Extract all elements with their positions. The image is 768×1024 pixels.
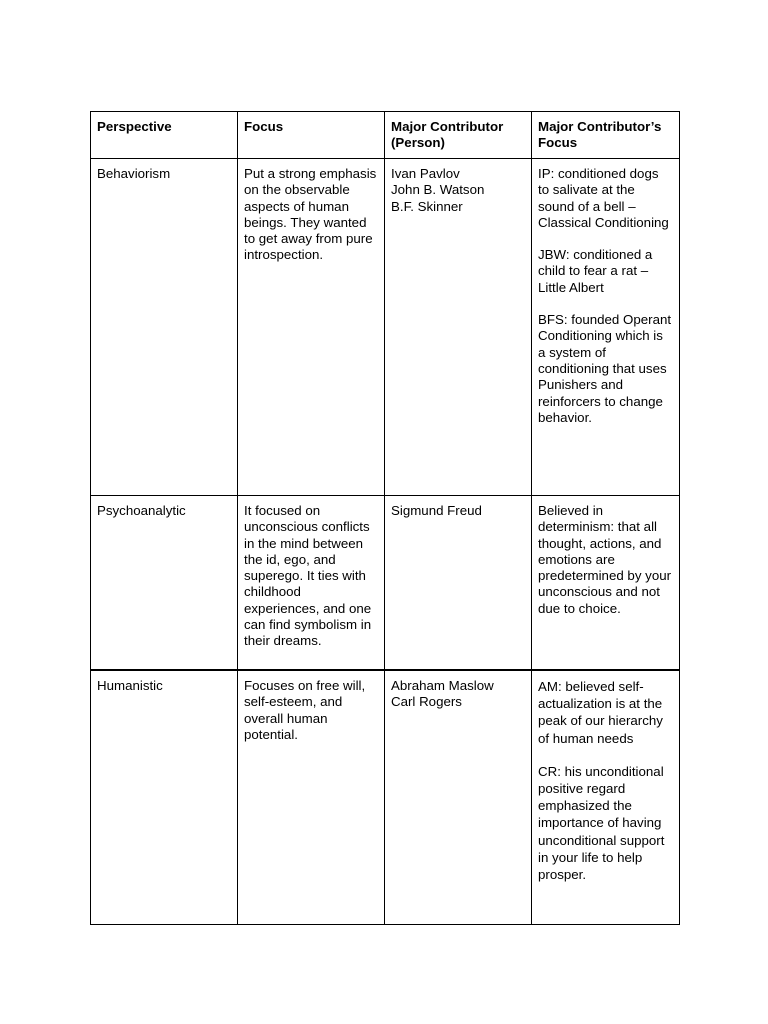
contributor-name: B.F. Skinner <box>391 198 463 214</box>
contributor-focus-cell <box>532 496 680 671</box>
header-row <box>91 112 680 159</box>
contributor-name: Ivan Pavlov <box>391 166 460 181</box>
contributor-focus-paragraph: CR: his unconditional positive regard emphasized the importance of having unconditional support in your life to help prosper. <box>538 763 665 883</box>
header-major-contributor: Major Contributor (Person) <box>385 112 532 159</box>
perspectives-table <box>90 111 680 925</box>
table-row <box>91 496 680 671</box>
contributor-focus-paragraph: Believed in determinism: that all thought, actions, and emotions are predetermined by your unconscious and not due to choice. <box>538 503 672 616</box>
contributor-name: Sigmund Freud <box>391 503 482 518</box>
focus-cell: Put a strong emphasis on the observable aspects of human beings. They wanted to get away from pure introspection. <box>238 159 385 496</box>
contributor-focus-cell <box>532 159 680 496</box>
contributor-name: John B. Watson <box>391 182 485 198</box>
contributor-name: Carl Rogers <box>391 694 462 710</box>
focus-cell: Focuses on free will, self-esteem, and overall human potential. <box>238 670 385 925</box>
focus-cell: It focused on unconscious conflicts in the mind between the id, ego, and superego. It ties with childhood experiences, and one can find symbolism in their dreams. <box>238 496 385 671</box>
header-contributor-focus: Major Contributor’s Focus <box>532 112 680 159</box>
contributors-cell <box>385 670 532 925</box>
contributors-cell <box>385 496 532 671</box>
contributors-cell <box>385 159 532 496</box>
perspective-cell: Humanistic <box>91 670 238 925</box>
table-row <box>91 159 680 496</box>
contributor-name: Abraham Maslow <box>391 678 494 693</box>
header-perspective: Perspective <box>91 112 238 159</box>
table-row <box>91 670 680 925</box>
header-focus: Focus <box>238 112 385 159</box>
perspective-cell: Psychoanalytic <box>91 496 238 671</box>
contributor-focus-paragraph: IP: conditioned dogs to salivate at the sound of a bell – Classical Conditioning <box>538 166 669 230</box>
contributor-focus-cell <box>532 670 680 925</box>
contributor-focus-paragraph: AM: believed self-actualization is at the peak of our hierarchy of human needs <box>538 679 663 746</box>
perspective-cell: Behaviorism <box>91 159 238 496</box>
contributor-focus-paragraph: JBW: conditioned a child to fear a rat – Little Albert <box>538 247 653 295</box>
contributor-focus-paragraph: BFS: founded Operant Conditioning which is a system of conditioning that uses Punishers and reinforcers to change behavior. <box>538 312 672 425</box>
